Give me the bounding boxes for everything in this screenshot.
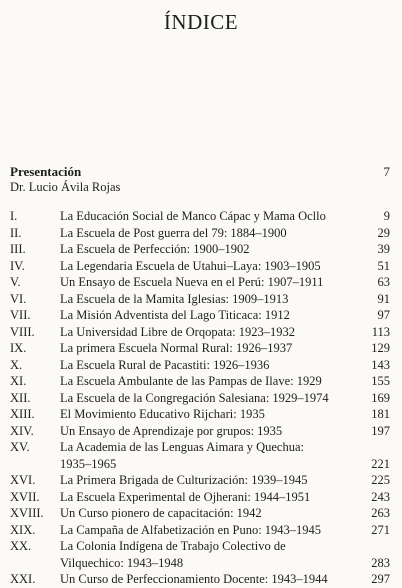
toc-entry bbox=[10, 406, 390, 423]
toc-entry-number: IV. bbox=[10, 258, 25, 273]
toc-entry-title-line: Un Curso de Perfeccionamiento Docente: 1943–1944 bbox=[60, 572, 328, 586]
toc-entry-number: VIII. bbox=[10, 324, 35, 339]
toc-entry bbox=[10, 571, 390, 588]
toc-entry-title-line: La Escuela Ambulante de las Pampas de Ilave: 1929 bbox=[60, 374, 322, 388]
toc-entry-title-line: La primera Escuela Normal Rural: 1926–1937 bbox=[60, 341, 293, 355]
toc-entry-number: VI. bbox=[10, 291, 27, 306]
toc-entry-title-line: La Escuela de Post guerra del 79: 1884–1900 bbox=[60, 225, 287, 240]
toc-entry-title bbox=[60, 571, 360, 588]
toc-entry-number: XVI. bbox=[10, 473, 36, 487]
toc-entry-number: XVII. bbox=[10, 489, 40, 504]
toc-entry-title bbox=[60, 258, 360, 275]
toc-entry-title-line: El Movimiento Educativo Rijchari: 1935 bbox=[60, 407, 265, 421]
toc-entry-number: VII. bbox=[10, 308, 31, 322]
toc-entry-title bbox=[60, 274, 360, 291]
toc-entry-number: XXI. bbox=[10, 572, 36, 586]
toc-entry-title-line: Vilquechico: 1943–1948 bbox=[60, 555, 184, 570]
toc-entry bbox=[10, 373, 390, 390]
toc-entry-page-number: 169 bbox=[371, 390, 390, 405]
toc-entry-title bbox=[60, 505, 360, 522]
toc-entry-page-number: 63 bbox=[377, 275, 390, 289]
toc-entry-number: V. bbox=[10, 275, 21, 289]
toc-entry-title bbox=[60, 225, 360, 242]
toc-entry bbox=[10, 340, 390, 357]
toc-entry-page-number: 243 bbox=[371, 489, 390, 504]
toc-entry bbox=[10, 241, 390, 258]
toc-entry-page-number: 97 bbox=[377, 308, 390, 322]
toc-entry-number: X. bbox=[10, 357, 23, 372]
toc-entry bbox=[10, 357, 390, 374]
toc-entry-title bbox=[60, 208, 360, 225]
toc-entry-title bbox=[60, 423, 360, 440]
toc-entry-title-line: Un Curso pionero de capacitación: 1942 bbox=[60, 506, 262, 520]
toc-entry-title-line: La Colonia Indígena de Trabajo Colectivo de bbox=[60, 539, 286, 553]
toc-entry bbox=[10, 522, 390, 539]
toc-entry bbox=[10, 505, 390, 522]
toc-entry-number: XIII. bbox=[10, 407, 35, 421]
toc-entry-title-line: La Educación Social de Manco Cápac y Mama Ocllo bbox=[60, 209, 326, 223]
toc-entry-page-number: 155 bbox=[371, 374, 390, 388]
toc-entry-number: I. bbox=[10, 209, 18, 223]
toc-entry-title-line: La Escuela de la Mamita Iglesias: 1909–1913 bbox=[60, 291, 289, 306]
presentation-page-number: 7 bbox=[383, 164, 390, 179]
toc-entry-title bbox=[60, 324, 360, 341]
toc-entry-title bbox=[60, 538, 360, 571]
toc-entry-title-line: La Escuela Rural de Pacastiti: 1926–1936 bbox=[60, 357, 270, 372]
toc-entry bbox=[10, 390, 390, 407]
toc-entry-number: XX. bbox=[10, 539, 32, 553]
toc-entry-page-number: 263 bbox=[371, 506, 390, 520]
toc-entry-title bbox=[60, 241, 360, 258]
toc-entry bbox=[10, 225, 390, 242]
page-title: ÍNDICE bbox=[163, 10, 239, 34]
toc-entry-number: XIV. bbox=[10, 423, 34, 438]
toc-entry-number: XV. bbox=[10, 440, 30, 454]
toc-entry bbox=[10, 258, 390, 275]
toc-entry-title bbox=[60, 373, 360, 390]
toc-entry-page-number: 29 bbox=[377, 225, 390, 240]
toc-entry-page-number: 283 bbox=[371, 555, 390, 570]
toc-entry-number: IX. bbox=[10, 341, 27, 355]
toc-entry bbox=[10, 538, 390, 571]
toc-entry-title-line: La Escuela de la Congregación Salesiana: 1929–1974 bbox=[60, 390, 329, 405]
toc-entry-title-line: La Escuela de Perfección: 1900–1902 bbox=[60, 242, 250, 256]
toc-entry-page-number: 197 bbox=[371, 423, 390, 438]
toc-entry bbox=[10, 291, 390, 308]
toc-entry-title bbox=[60, 340, 360, 357]
toc-entry-title-line: 1935–1965 bbox=[60, 456, 117, 471]
toc-entry-page-number: 91 bbox=[377, 291, 390, 306]
toc-entry-page-number: 39 bbox=[377, 242, 390, 256]
toc-entry-page-number: 143 bbox=[371, 357, 390, 372]
toc-entry-title bbox=[60, 522, 360, 539]
toc-entry-title-line: La Universidad Libre de Orqopata: 1923–1932 bbox=[60, 324, 296, 339]
toc-entry bbox=[10, 274, 390, 291]
toc-entry-title-line: Un Ensayo de Escuela Nueva en el Perú: 1907–1911 bbox=[60, 275, 324, 289]
toc-entry-page-number: 221 bbox=[371, 456, 390, 471]
toc-entry bbox=[10, 439, 390, 472]
toc-entry-title-line: La Escuela Experimental de Ojherani: 1944–1951 bbox=[60, 489, 311, 504]
toc-entry-title-line: Un Ensayo de Aprendizaje por grupos: 1935 bbox=[60, 423, 283, 438]
toc-entry-number: XVIII. bbox=[10, 506, 44, 520]
toc-entry-title bbox=[60, 307, 360, 324]
toc-entry-number: III. bbox=[10, 242, 26, 256]
toc-entry-title bbox=[60, 489, 360, 506]
toc-entry-title bbox=[60, 291, 360, 308]
presentation-author: Dr. Lucio Ávila Rojas bbox=[10, 180, 121, 194]
toc-entry-page-number: 181 bbox=[371, 407, 390, 421]
toc-entry-page-number: 225 bbox=[371, 473, 390, 487]
toc-entry-title bbox=[60, 472, 360, 489]
toc-entry bbox=[10, 472, 390, 489]
toc-entry-title-line: La Misión Adventista del Lago Titicaca: 1912 bbox=[60, 308, 290, 322]
toc-entry-number: II. bbox=[10, 225, 22, 240]
toc-entry-title bbox=[60, 406, 360, 423]
toc-entry-number: XII. bbox=[10, 390, 31, 405]
toc-entry-title-line: La Primera Brigada de Culturización: 1939–1945 bbox=[60, 473, 308, 487]
toc-entry-title-line: La Legendaria Escuela de Utahui–Laya: 1903–1905 bbox=[60, 258, 321, 273]
toc-entry bbox=[10, 423, 390, 440]
toc-entry-page-number: 113 bbox=[371, 324, 390, 339]
presentation-title: Presentación bbox=[10, 164, 82, 179]
presentation-line bbox=[10, 164, 390, 180]
toc-entry-number: XIX. bbox=[10, 522, 36, 537]
toc-entry-title-line: La Academia de las Lenguas Aimara y Quechua: bbox=[60, 440, 305, 454]
toc-entry-title-line: La Campaña de Alfabetización en Puno: 1943–1945 bbox=[60, 522, 322, 537]
toc-entry-page-number: 297 bbox=[371, 572, 390, 586]
toc-entry-page-number: 9 bbox=[383, 209, 390, 223]
table-of-contents bbox=[10, 208, 390, 588]
toc-entry-number: XI. bbox=[10, 374, 27, 388]
toc-entry-page-number: 51 bbox=[377, 258, 390, 273]
toc-entry-title bbox=[60, 439, 360, 472]
toc-entry-page-number: 129 bbox=[371, 341, 390, 355]
toc-entry-title bbox=[60, 390, 360, 407]
toc-entry-page-number: 271 bbox=[371, 522, 390, 537]
toc-entry bbox=[10, 307, 390, 324]
toc-entry-title bbox=[60, 357, 360, 374]
toc-entry bbox=[10, 489, 390, 506]
toc-entry bbox=[10, 324, 390, 341]
toc-entry bbox=[10, 208, 390, 225]
presentation-entry bbox=[10, 164, 390, 196]
